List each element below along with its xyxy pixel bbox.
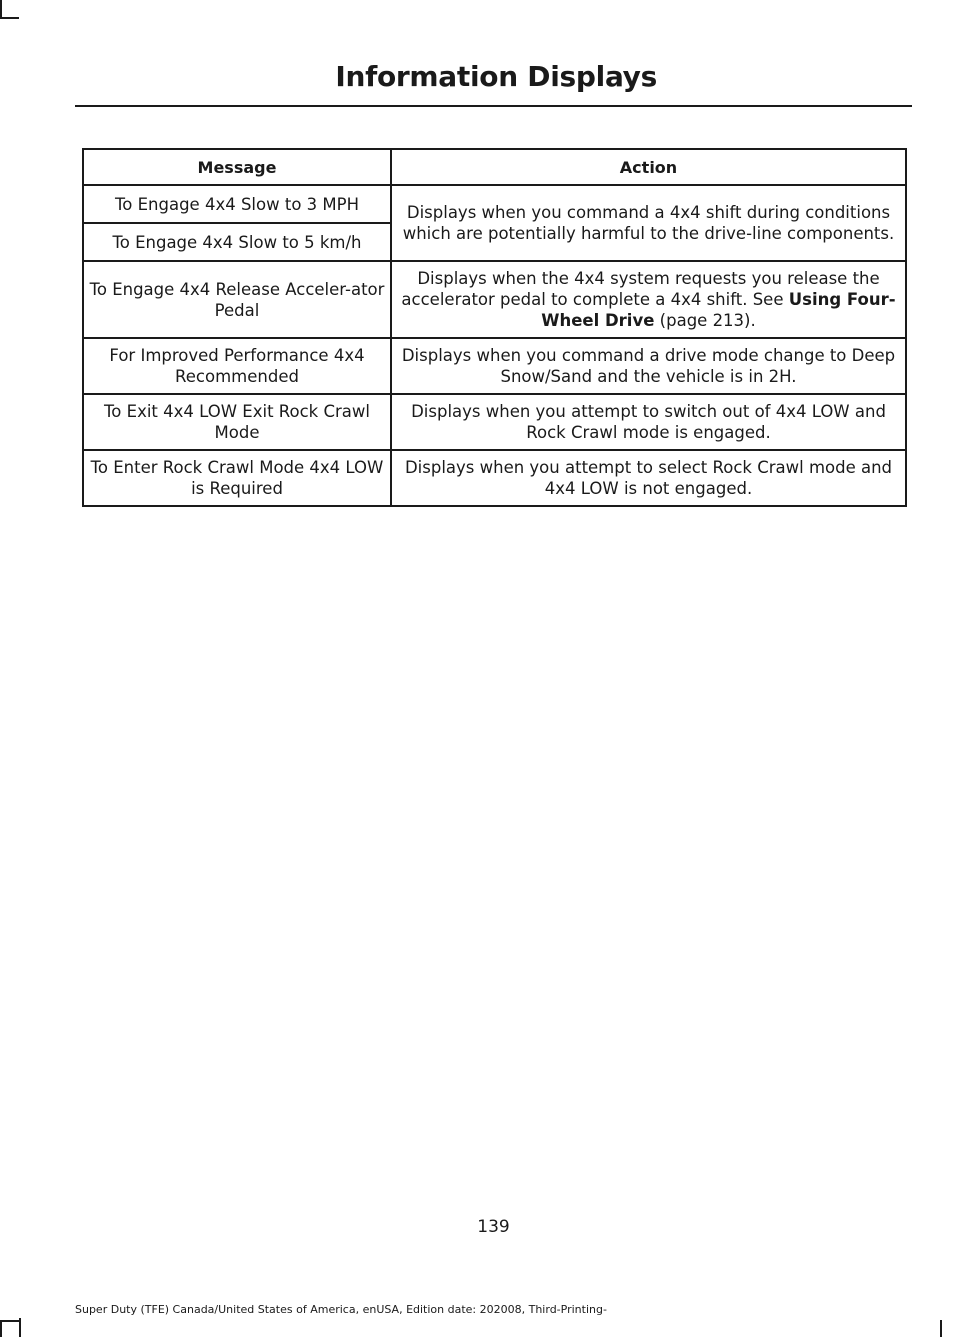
action-cell: Displays when you command a 4x4 shift during conditions which are potentially harmful to the drive-line components.	[391, 185, 906, 261]
cross-reference-link[interactable]: Using Four-Wheel Drive	[541, 290, 896, 330]
page-title: Information Displays	[335, 60, 657, 93]
table-header-row	[83, 149, 906, 185]
crop-mark-bottom-left-h	[0, 1320, 19, 1322]
action-cell: Displays when you command a drive mode change to Deep Snow/Sand and the vehicle is in 2H.	[391, 338, 906, 394]
page-number: 139	[477, 1217, 510, 1237]
table-row	[83, 338, 906, 394]
table-row	[83, 450, 906, 506]
title-rule	[75, 105, 912, 107]
column-header-message: Message	[83, 149, 391, 185]
message-cell: For Improved Performance 4x4 Recommended	[83, 338, 391, 394]
messages-table	[82, 148, 907, 507]
message-cell: To Engage 4x4 Slow to 5 km/h	[83, 223, 391, 261]
action-cell: Displays when you attempt to switch out of 4x4 LOW and Rock Crawl mode is engaged.	[391, 394, 906, 450]
action-text: Displays when the 4x4 system requests you release the accelerator pedal to complete a 4x4 shift. See	[401, 269, 880, 309]
table-row	[83, 185, 906, 223]
crop-mark-left-mid	[19, 1318, 21, 1337]
footer-edition-text: Super Duty (TFE) Canada/United States of America, enUSA, Edition date: 202008, Third-Printing-	[75, 1303, 607, 1316]
table-row	[83, 394, 906, 450]
column-header-action: Action	[391, 149, 906, 185]
message-cell: To Enter Rock Crawl Mode 4x4 LOW is Required	[83, 450, 391, 506]
action-cell: Displays when you attempt to select Rock Crawl mode and 4x4 LOW is not engaged.	[391, 450, 906, 506]
crop-mark-bottom-left	[0, 1320, 2, 1337]
message-cell: To Engage 4x4 Slow to 3 MPH	[83, 185, 391, 223]
message-cell: To Exit 4x4 LOW Exit Rock Crawl Mode	[83, 394, 391, 450]
crop-mark-top-left	[0, 0, 2, 17]
crop-mark-bottom-right	[940, 1320, 942, 1337]
message-cell: To Engage 4x4 Release Acceler-ator Pedal	[83, 261, 391, 338]
action-cell	[391, 261, 906, 338]
table-row	[83, 261, 906, 338]
crop-mark-top-left-h	[0, 17, 19, 19]
page-reference: (page 213).	[659, 311, 756, 330]
